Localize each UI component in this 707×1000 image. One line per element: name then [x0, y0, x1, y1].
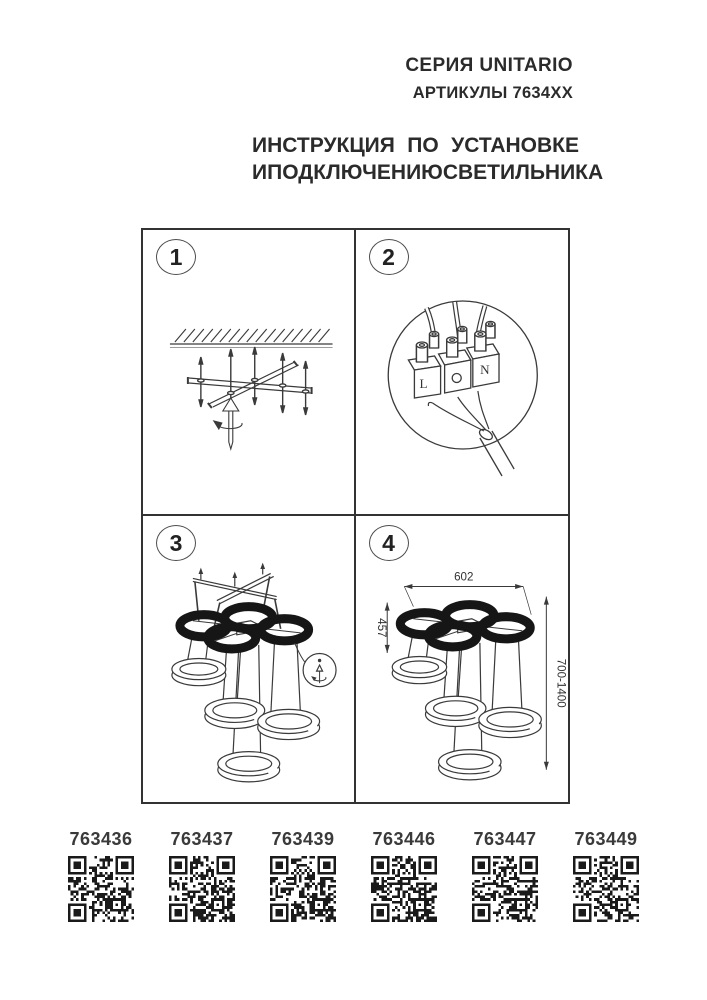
qr-code: [472, 856, 538, 922]
qr-article-number: 763449: [574, 829, 638, 849]
rotate-up-arrow: [214, 398, 242, 449]
title-line-1: ИНСТРУКЦИЯ ПО УСТАНОВКЕ: [252, 134, 579, 157]
step-panel-1: [143, 230, 356, 516]
screw-callout: [295, 643, 336, 687]
dim-canopy-label: 457: [374, 618, 387, 638]
dim-width-label: 602: [453, 571, 473, 584]
step-panel-2: [356, 230, 569, 516]
mounting-screws: [198, 347, 309, 415]
qr-row: [0, 829, 707, 922]
articles-subtitle: АРТИКУЛЫ 7634XX: [412, 84, 573, 102]
fixture-cable: [428, 391, 514, 476]
step-4-number-badge: 4: [369, 525, 409, 561]
terminal-live-label: L: [418, 376, 427, 391]
qr-article-number: 763437: [170, 829, 234, 849]
qr-article-number: 763439: [271, 829, 335, 849]
terminal-neutral-label: N: [479, 362, 490, 377]
qr-code: [68, 856, 134, 922]
brand-block: [405, 55, 573, 103]
qr-code: [169, 856, 235, 922]
step-panel-4: [356, 516, 569, 802]
qr-item: [267, 829, 339, 922]
dimension-canopy-height: [375, 603, 390, 653]
dimension-suspension-height: [543, 597, 566, 770]
step-panel-3: [143, 516, 356, 802]
qr-code: [371, 856, 437, 922]
qr-item: [166, 829, 238, 922]
step-3-number-badge: 3: [156, 525, 196, 561]
cross-bracket: [188, 361, 312, 408]
qr-code: [573, 856, 639, 922]
qr-item: [368, 829, 440, 922]
title-line-2: И ПОДКЛЮЧЕНИЮ СВЕТИЛЬНИКА: [252, 161, 604, 184]
instruction-grid: [141, 228, 570, 804]
terminal-block: [408, 321, 499, 398]
qr-article-number: 763447: [473, 829, 537, 849]
qr-article-number: 763446: [372, 829, 436, 849]
qr-item: [570, 829, 642, 922]
dim-height-range-label: 700-1400: [553, 658, 566, 708]
page-title: [252, 132, 604, 186]
series-title: СЕРИЯ UNITARIO: [405, 55, 573, 76]
qr-code: [270, 856, 336, 922]
step-2-number-badge: 2: [369, 239, 409, 275]
qr-article-number: 763436: [69, 829, 133, 849]
hatch-marks: [175, 329, 330, 342]
step-1-number-badge: 1: [156, 239, 196, 275]
qr-item: [65, 829, 137, 922]
qr-item: [469, 829, 541, 922]
